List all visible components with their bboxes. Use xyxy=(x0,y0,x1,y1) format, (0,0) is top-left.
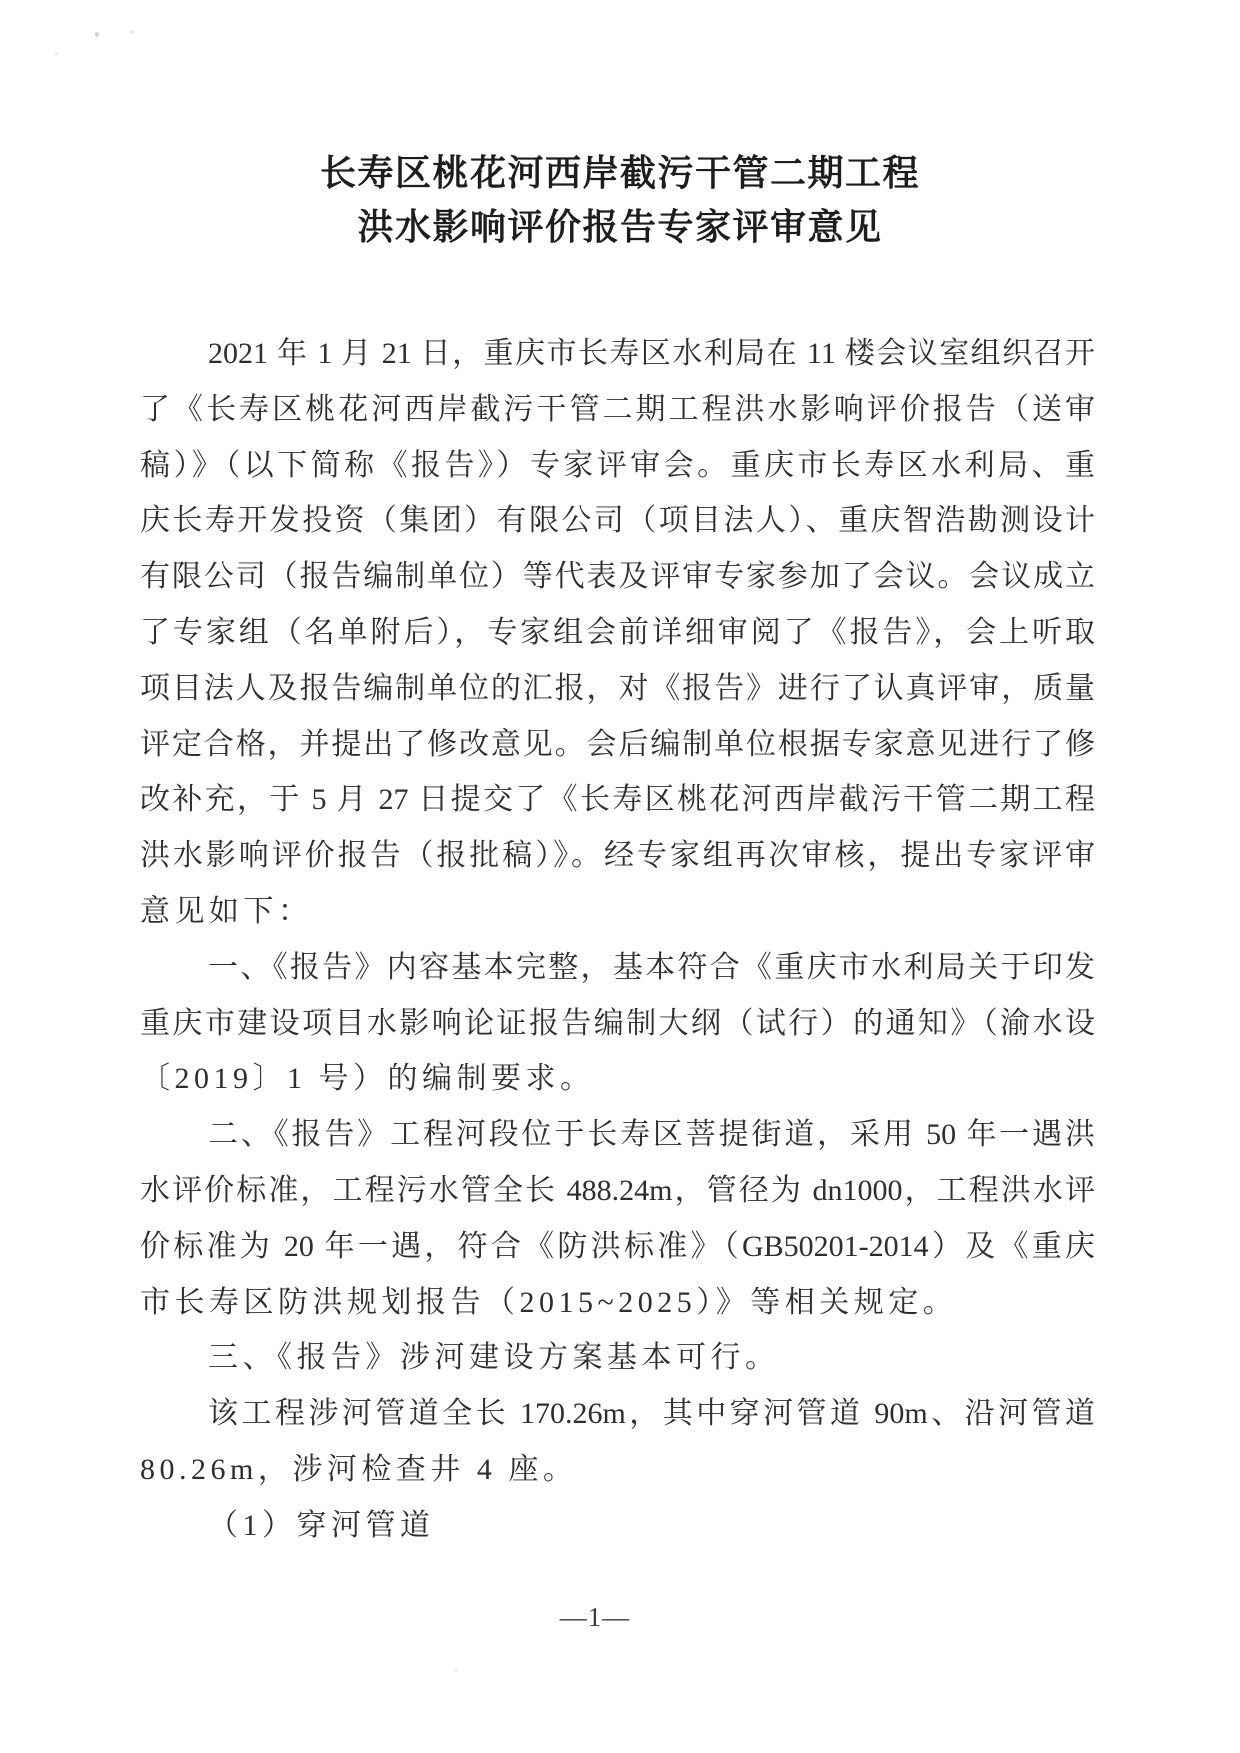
document-line: 市长寿区防洪规划报告（2015~2025）》等相关规定。 xyxy=(140,1285,958,1319)
document-line: 了专家组（名单附后），专家组会前详细审阅了《报告》，会上听取 xyxy=(140,615,1095,649)
scan-speckle xyxy=(55,52,58,55)
document-line: 意见如下： xyxy=(140,894,313,928)
document-line: 项目法人及报告编制单位的汇报，对《报告》进行了认真评审，质量 xyxy=(140,671,1095,705)
document-line: 一、《报告》内容基本完整，基本符合《重庆市水利局关于印发 xyxy=(208,950,1095,984)
title-line-1: 长寿区桃花河西岸截污干管二期工程 xyxy=(319,153,920,193)
scan-speckle xyxy=(95,32,99,37)
document-line: 〔2019〕1 号）的编制要求。 xyxy=(140,1062,595,1096)
title-line-2: 洪水影响评价报告专家评审意见 xyxy=(357,207,883,247)
document-line: 稿）》（以下简称《报告》）专家评审会。重庆市长寿区水利局、重 xyxy=(140,448,1095,482)
document-line: 庆长寿开发投资（集团）有限公司（项目法人）、重庆智浩勘测设计 xyxy=(140,504,1095,538)
document-line: 80.26m，涉河检查井 4 座。 xyxy=(140,1452,578,1486)
scan-speckle xyxy=(131,30,134,34)
document-body xyxy=(140,326,1095,1554)
document-line: 改补充，于 5 月 27 日提交了《长寿区桃花河西岸截污干管二期工程 xyxy=(140,783,1095,817)
document-line: 价标准为 20 年一遇，符合《防洪标准》（GB50201-2014）及《重庆 xyxy=(140,1229,1095,1263)
document-line: 2021 年 1 月 21 日，重庆市长寿区水利局在 11 楼会议室组织召开 xyxy=(208,337,1095,370)
document-line: 洪水影响评价报告（报批稿）》。经专家组再次审核，提出专家评审 xyxy=(140,839,1095,873)
document-line: 重庆市建设项目水影响论证报告编制大纲（试行）的通知》（渝水设 xyxy=(140,1006,1095,1040)
document-line: 该工程涉河管道全长 170.26m，其中穿河管道 90m、沿河管道 xyxy=(208,1397,1095,1431)
document-line: 有限公司（报告编制单位）等代表及评审专家参加了会议。会议成立 xyxy=(140,560,1095,594)
document-line: 评定合格，并提出了修改意见。会后编制单位根据专家意见进行了修 xyxy=(140,727,1095,761)
scan-speckle xyxy=(455,1669,458,1672)
document-line: 了《长寿区桃花河西岸截污干管二期工程洪水影响评价报告（送审 xyxy=(140,392,1095,426)
document-line: 水评价标准，工程污水管全长 488.24m，管径为 dn1000，工程洪水评 xyxy=(140,1173,1095,1207)
document-line: （1）穿河管道 xyxy=(208,1508,435,1542)
document-line: 二、《报告》工程河段位于长寿区菩提街道，采用 50 年一遇洪 xyxy=(208,1118,1095,1152)
document-title xyxy=(25,146,1215,254)
page-number: —1— xyxy=(559,1602,631,1632)
document-line: 三、《报告》涉河建设方案基本可行。 xyxy=(208,1341,780,1375)
